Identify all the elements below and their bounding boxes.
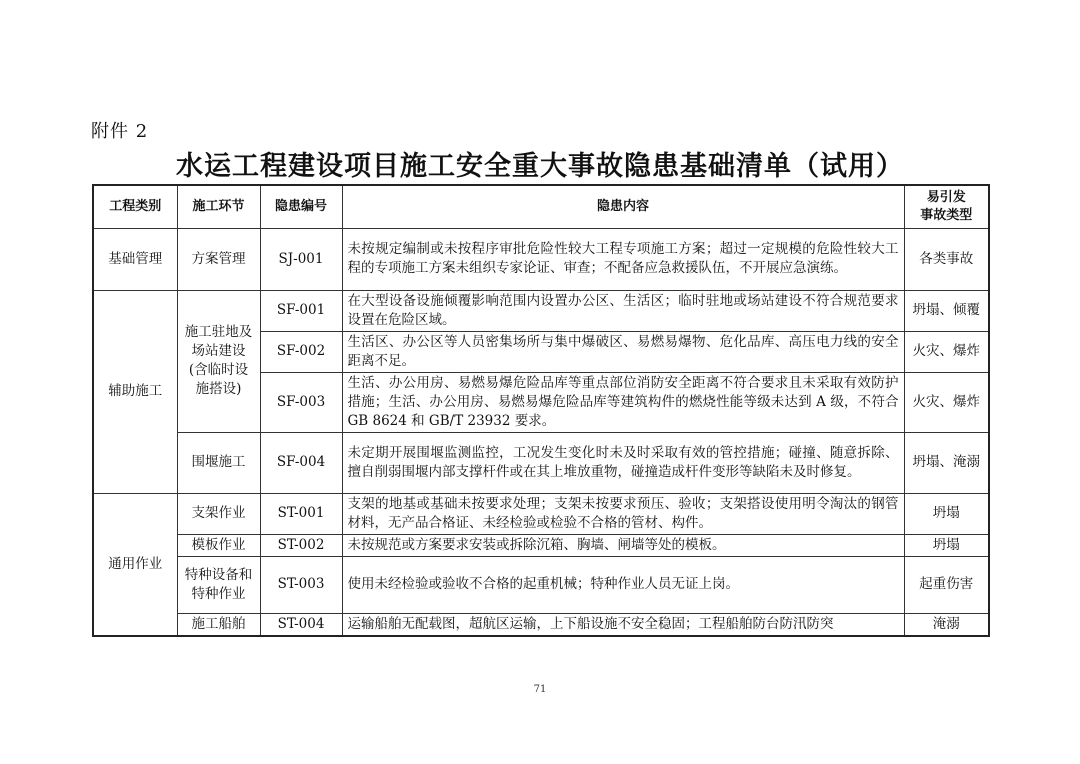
content-cell: 生活区、办公区等人员密集场所与集中爆破区、易燃易爆物、危化品库、高压电力线的安全距离不足。 — [342, 331, 904, 372]
header-content: 隐患内容 — [342, 185, 904, 228]
content-cell: 运输船舶无配载图，超航区运输，上下船设施不安全稳固；工程船舶防台防汛防突 — [342, 613, 904, 636]
table-row — [93, 493, 989, 534]
content-cell: 未按规定编制或未按程序审批危险性较大工程专项施工方案；超过一定规模的危险性较大工程的专项施工方案未组织专家论证、审查；不配备应急救援队伍，不开展应急演练。 — [342, 228, 904, 290]
stage-cell: 施工船舶 — [177, 613, 260, 636]
document-title: 水运工程建设项目施工安全重大事故隐患基础清单（试用） — [176, 151, 904, 182]
accident-cell: 坍塌、倾覆 — [904, 290, 989, 331]
hazard-table — [92, 184, 990, 637]
category-cell: 通用作业 — [93, 493, 177, 636]
category-cell: 辅助施工 — [93, 290, 177, 493]
accident-cell: 坍塌 — [904, 534, 989, 556]
code-cell: ST-003 — [260, 556, 342, 613]
code-cell: SF-002 — [260, 331, 342, 372]
code-cell: ST-004 — [260, 613, 342, 636]
accident-cell: 淹溺 — [904, 613, 989, 636]
accident-cell: 坍塌 — [904, 493, 989, 534]
table-row — [93, 432, 989, 493]
content-cell: 生活、办公用房、易燃易爆危险品库等重点部位消防安全距离不符合要求且未采取有效防护措施；生活、办公用房、易燃易爆危险品库等建筑构件的燃烧性能等级未达到 A 级，不符合 GB 8624 和 GB/T 23932 要求。 — [342, 372, 904, 432]
stage-cell: 支架作业 — [177, 493, 260, 534]
table-row — [93, 534, 989, 556]
code-cell: SF-001 — [260, 290, 342, 331]
stage-cell: 特种设备和特种作业 — [177, 556, 260, 613]
attachment-label: 附件 2 — [91, 121, 149, 142]
header-accident: 易引发 事故类型 — [904, 185, 989, 228]
code-cell: ST-002 — [260, 534, 342, 556]
accident-cell: 坍塌、淹溺 — [904, 432, 989, 493]
stage-cell: 施工驻地及场站建设(含临时设施搭设) — [177, 290, 260, 432]
code-cell: SF-004 — [260, 432, 342, 493]
table-row — [93, 613, 989, 636]
table-row — [93, 556, 989, 613]
table-row — [93, 228, 989, 290]
stage-cell: 围堰施工 — [177, 432, 260, 493]
table-header-row — [93, 185, 989, 228]
accident-cell: 火灾、爆炸 — [904, 331, 989, 372]
header-stage: 施工环节 — [177, 185, 260, 228]
header-code: 隐患编号 — [260, 185, 342, 228]
page-number: 71 — [533, 684, 547, 695]
code-cell: ST-001 — [260, 493, 342, 534]
accident-cell: 起重伤害 — [904, 556, 989, 613]
content-cell: 在大型设备设施倾覆影响范围内设置办公区、生活区；临时驻地或场站建设不符合规范要求设置在危险区域。 — [342, 290, 904, 331]
accident-cell: 火灾、爆炸 — [904, 372, 989, 432]
code-cell: SJ-001 — [260, 228, 342, 290]
content-cell: 使用未经检验或验收不合格的起重机械；特种作业人员无证上岗。 — [342, 556, 904, 613]
content-cell: 未按规范或方案要求安装或拆除沉箱、胸墙、闸墙等处的模板。 — [342, 534, 904, 556]
content-cell: 未定期开展围堰监测监控，工况发生变化时未及时采取有效的管控措施；碰撞、随意拆除、擅自削弱围堰内部支撑杆件或在其上堆放重物，碰撞造成杆件变形等缺陷未及时修复。 — [342, 432, 904, 493]
header-category: 工程类别 — [93, 185, 177, 228]
code-cell: SF-003 — [260, 372, 342, 432]
table-row — [93, 290, 989, 331]
accident-cell: 各类事故 — [904, 228, 989, 290]
category-cell: 基础管理 — [93, 228, 177, 290]
stage-cell: 方案管理 — [177, 228, 260, 290]
content-cell: 支架的地基或基础未按要求处理；支架未按要求预压、验收；支架搭设使用明令淘汰的钢管材料，无产品合格证、未经检验或检验不合格的管材、构件。 — [342, 493, 904, 534]
stage-cell: 模板作业 — [177, 534, 260, 556]
